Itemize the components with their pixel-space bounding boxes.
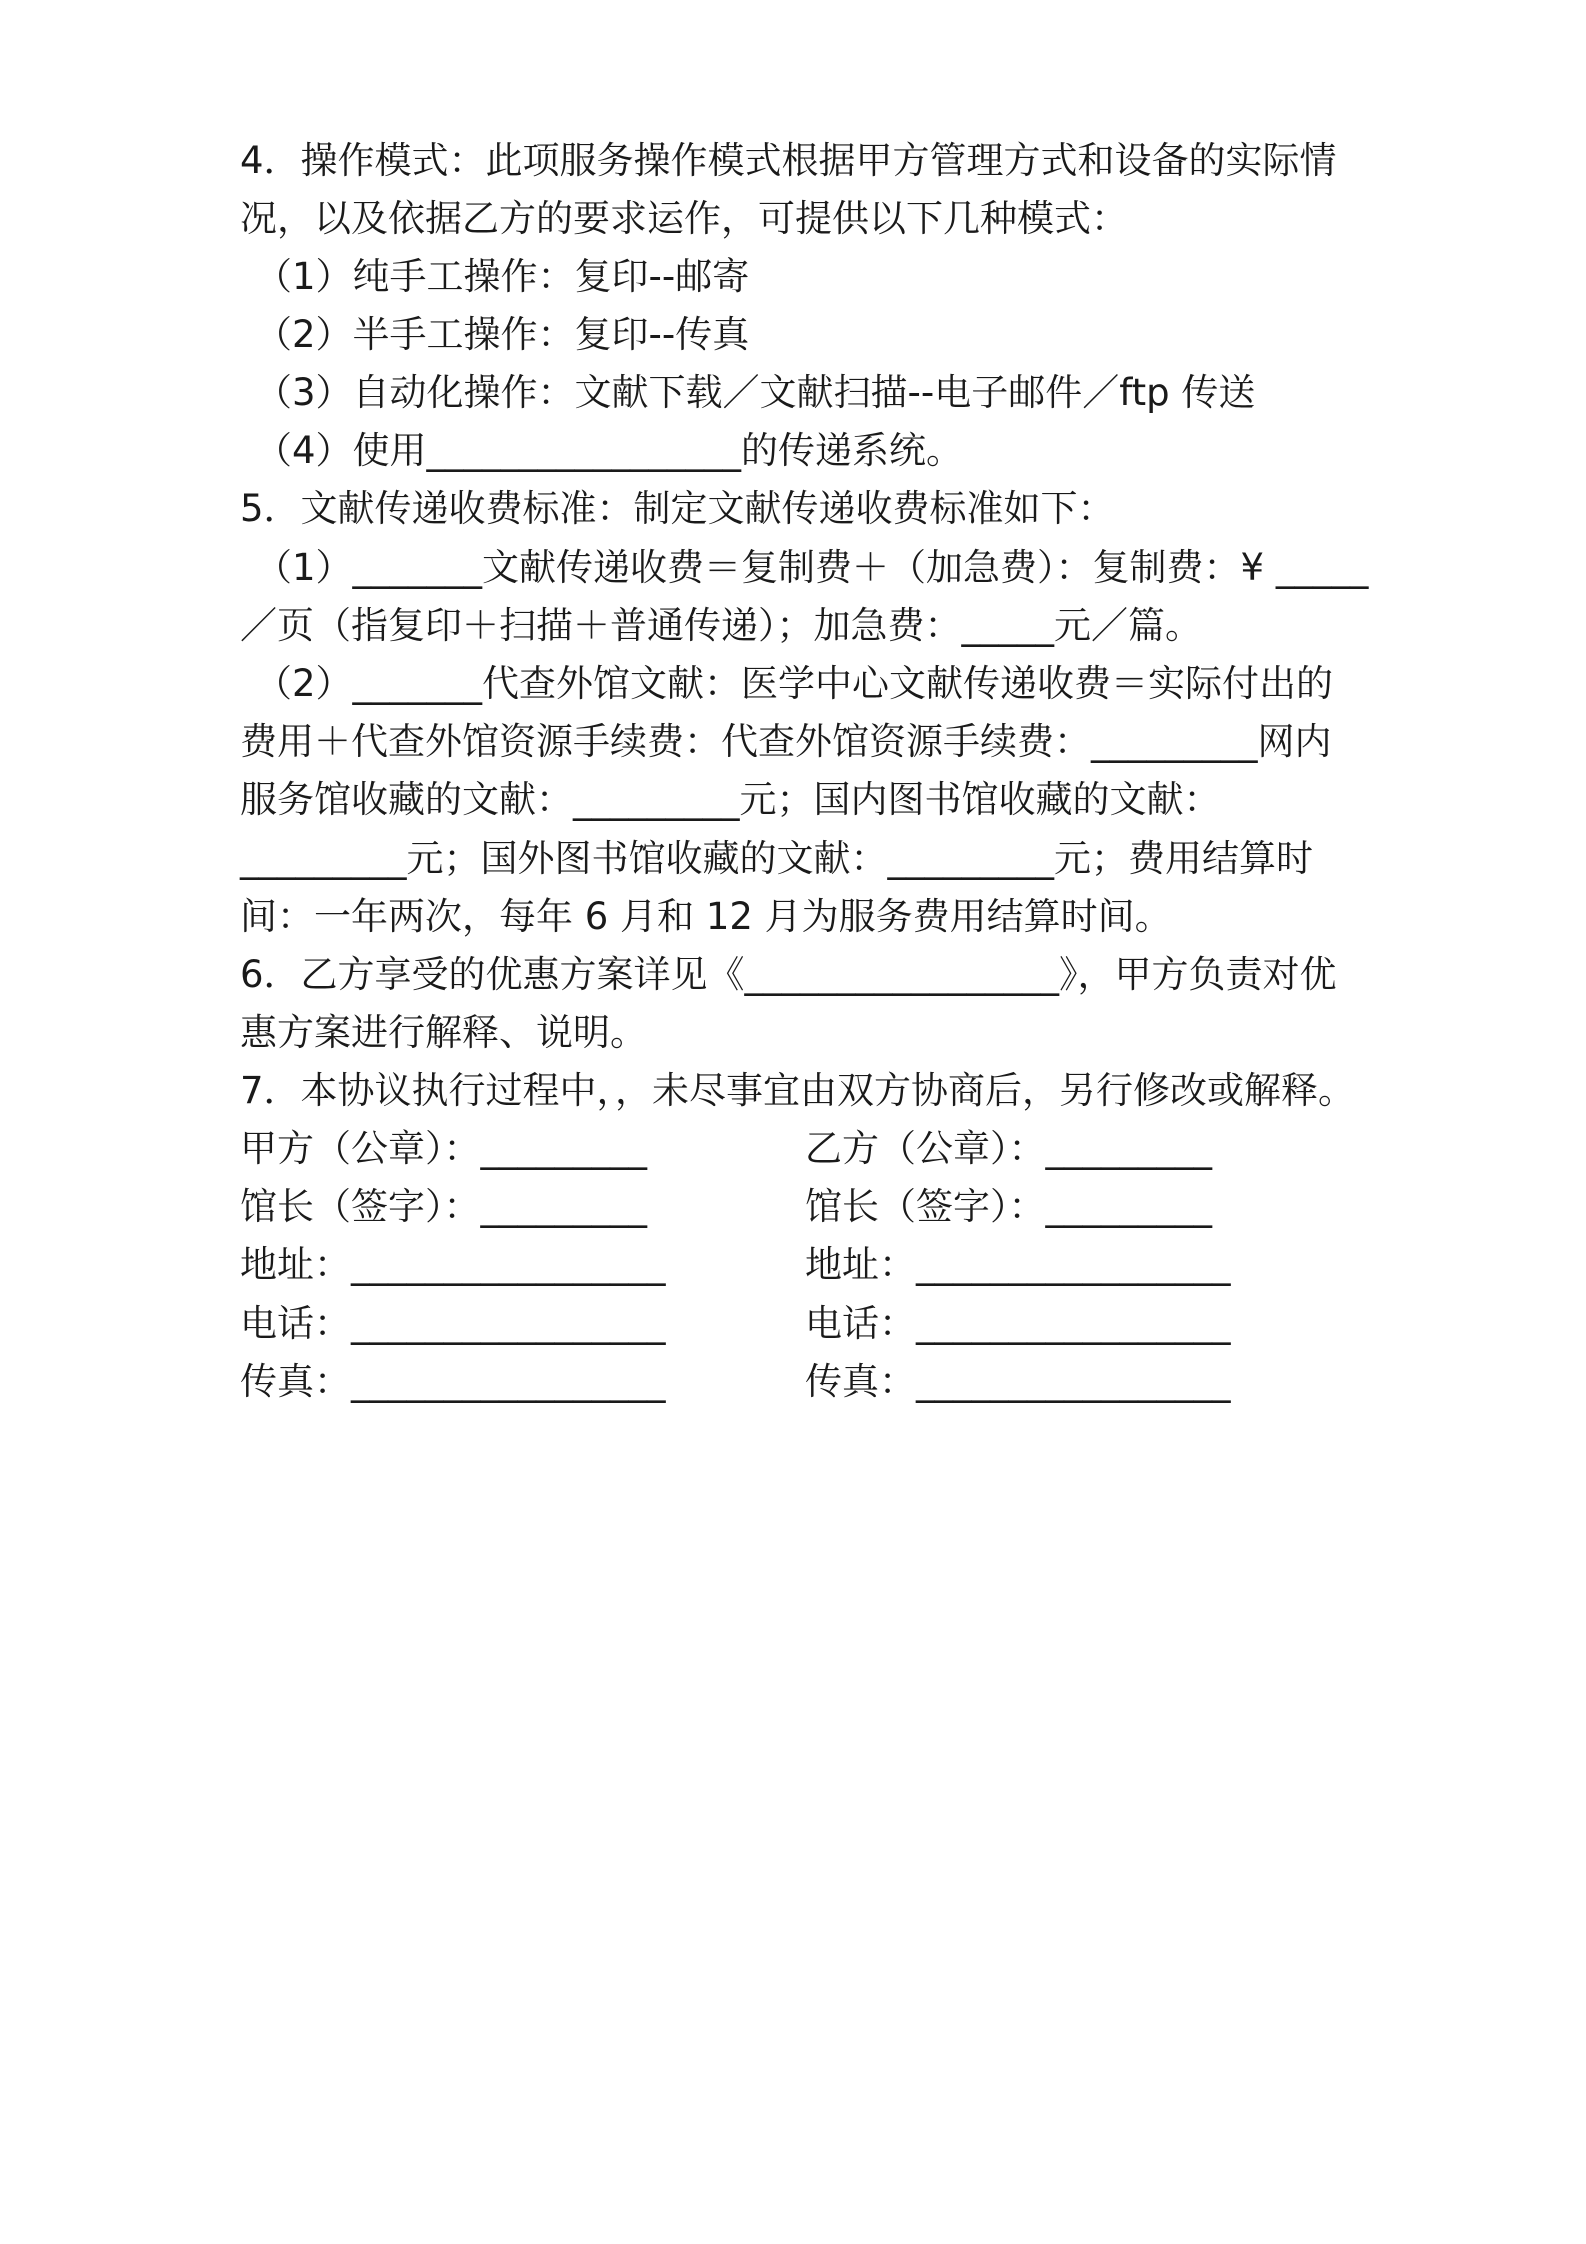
fee-1-line-2: ／页（指复印＋扫描＋普通传递）；加急费：_____元／篇。	[240, 604, 1202, 647]
party-b-address: 地址：_________________	[805, 1243, 1231, 1286]
party-a-phone: 电话：_________________	[240, 1302, 666, 1345]
party-b-seal: 乙方（公章）：_________	[805, 1127, 1212, 1170]
mode-3: （3）自动化操作：文献下载／文献扫描--电子邮件／ftp 传送	[255, 371, 1256, 414]
party-a-fax: 传真：_________________	[240, 1360, 666, 1403]
party-a-seal: 甲方（公章）：_________	[240, 1127, 647, 1170]
mode-4: （4）使用_________________的传递系统。	[255, 429, 964, 472]
fee-1-line-1: （1）_______文献传递收费＝复制费＋（加急费）：复制费：¥ _____	[255, 546, 1369, 589]
clause-4-line-2: 况，以及依据乙方的要求运作，可提供以下几种模式：	[240, 197, 1128, 240]
fee-2-line-2: 费用＋代查外馆资源手续费：代查外馆资源手续费：_________网内	[240, 720, 1332, 763]
party-a-director: 馆长（签字）：_________	[240, 1185, 647, 1228]
fee-2-line-4: _________元；国外图书馆收藏的文献：_________元；费用结算时	[240, 837, 1313, 880]
mode-1: （1）纯手工操作：复印--邮寄	[255, 255, 750, 298]
clause-7: 7．本协议执行过程中，，未尽事宜由双方协商后，另行修改或解释。	[240, 1069, 1356, 1112]
clause-6-line-2: 惠方案进行解释、说明。	[240, 1011, 647, 1054]
clause-4-line-1: 4．操作模式：此项服务操作模式根据甲方管理方式和设备的实际情	[240, 139, 1337, 182]
clause-5-heading: 5．文献传递收费标准：制定文献传递收费标准如下：	[240, 487, 1115, 530]
party-b-director: 馆长（签字）：_________	[805, 1185, 1212, 1228]
fee-2-line-1: （2）_______代查外馆文献：医学中心文献传递收费＝实际付出的	[255, 662, 1334, 705]
fee-2-line-3: 服务馆收藏的文献：_________元；国内图书馆收藏的文献：	[240, 778, 1221, 821]
clause-6-line-1: 6．乙方享受的优惠方案详见《_________________》，甲方负责对优	[240, 953, 1337, 996]
fee-2-line-5: 间：一年两次，每年 6 月和 12 月为服务费用结算时间。	[240, 895, 1172, 938]
party-a-address: 地址：_________________	[240, 1243, 666, 1286]
party-b-phone: 电话：_________________	[805, 1302, 1231, 1345]
mode-2: （2）半手工操作：复印--传真	[255, 313, 750, 356]
party-b-fax: 传真：_________________	[805, 1360, 1231, 1403]
